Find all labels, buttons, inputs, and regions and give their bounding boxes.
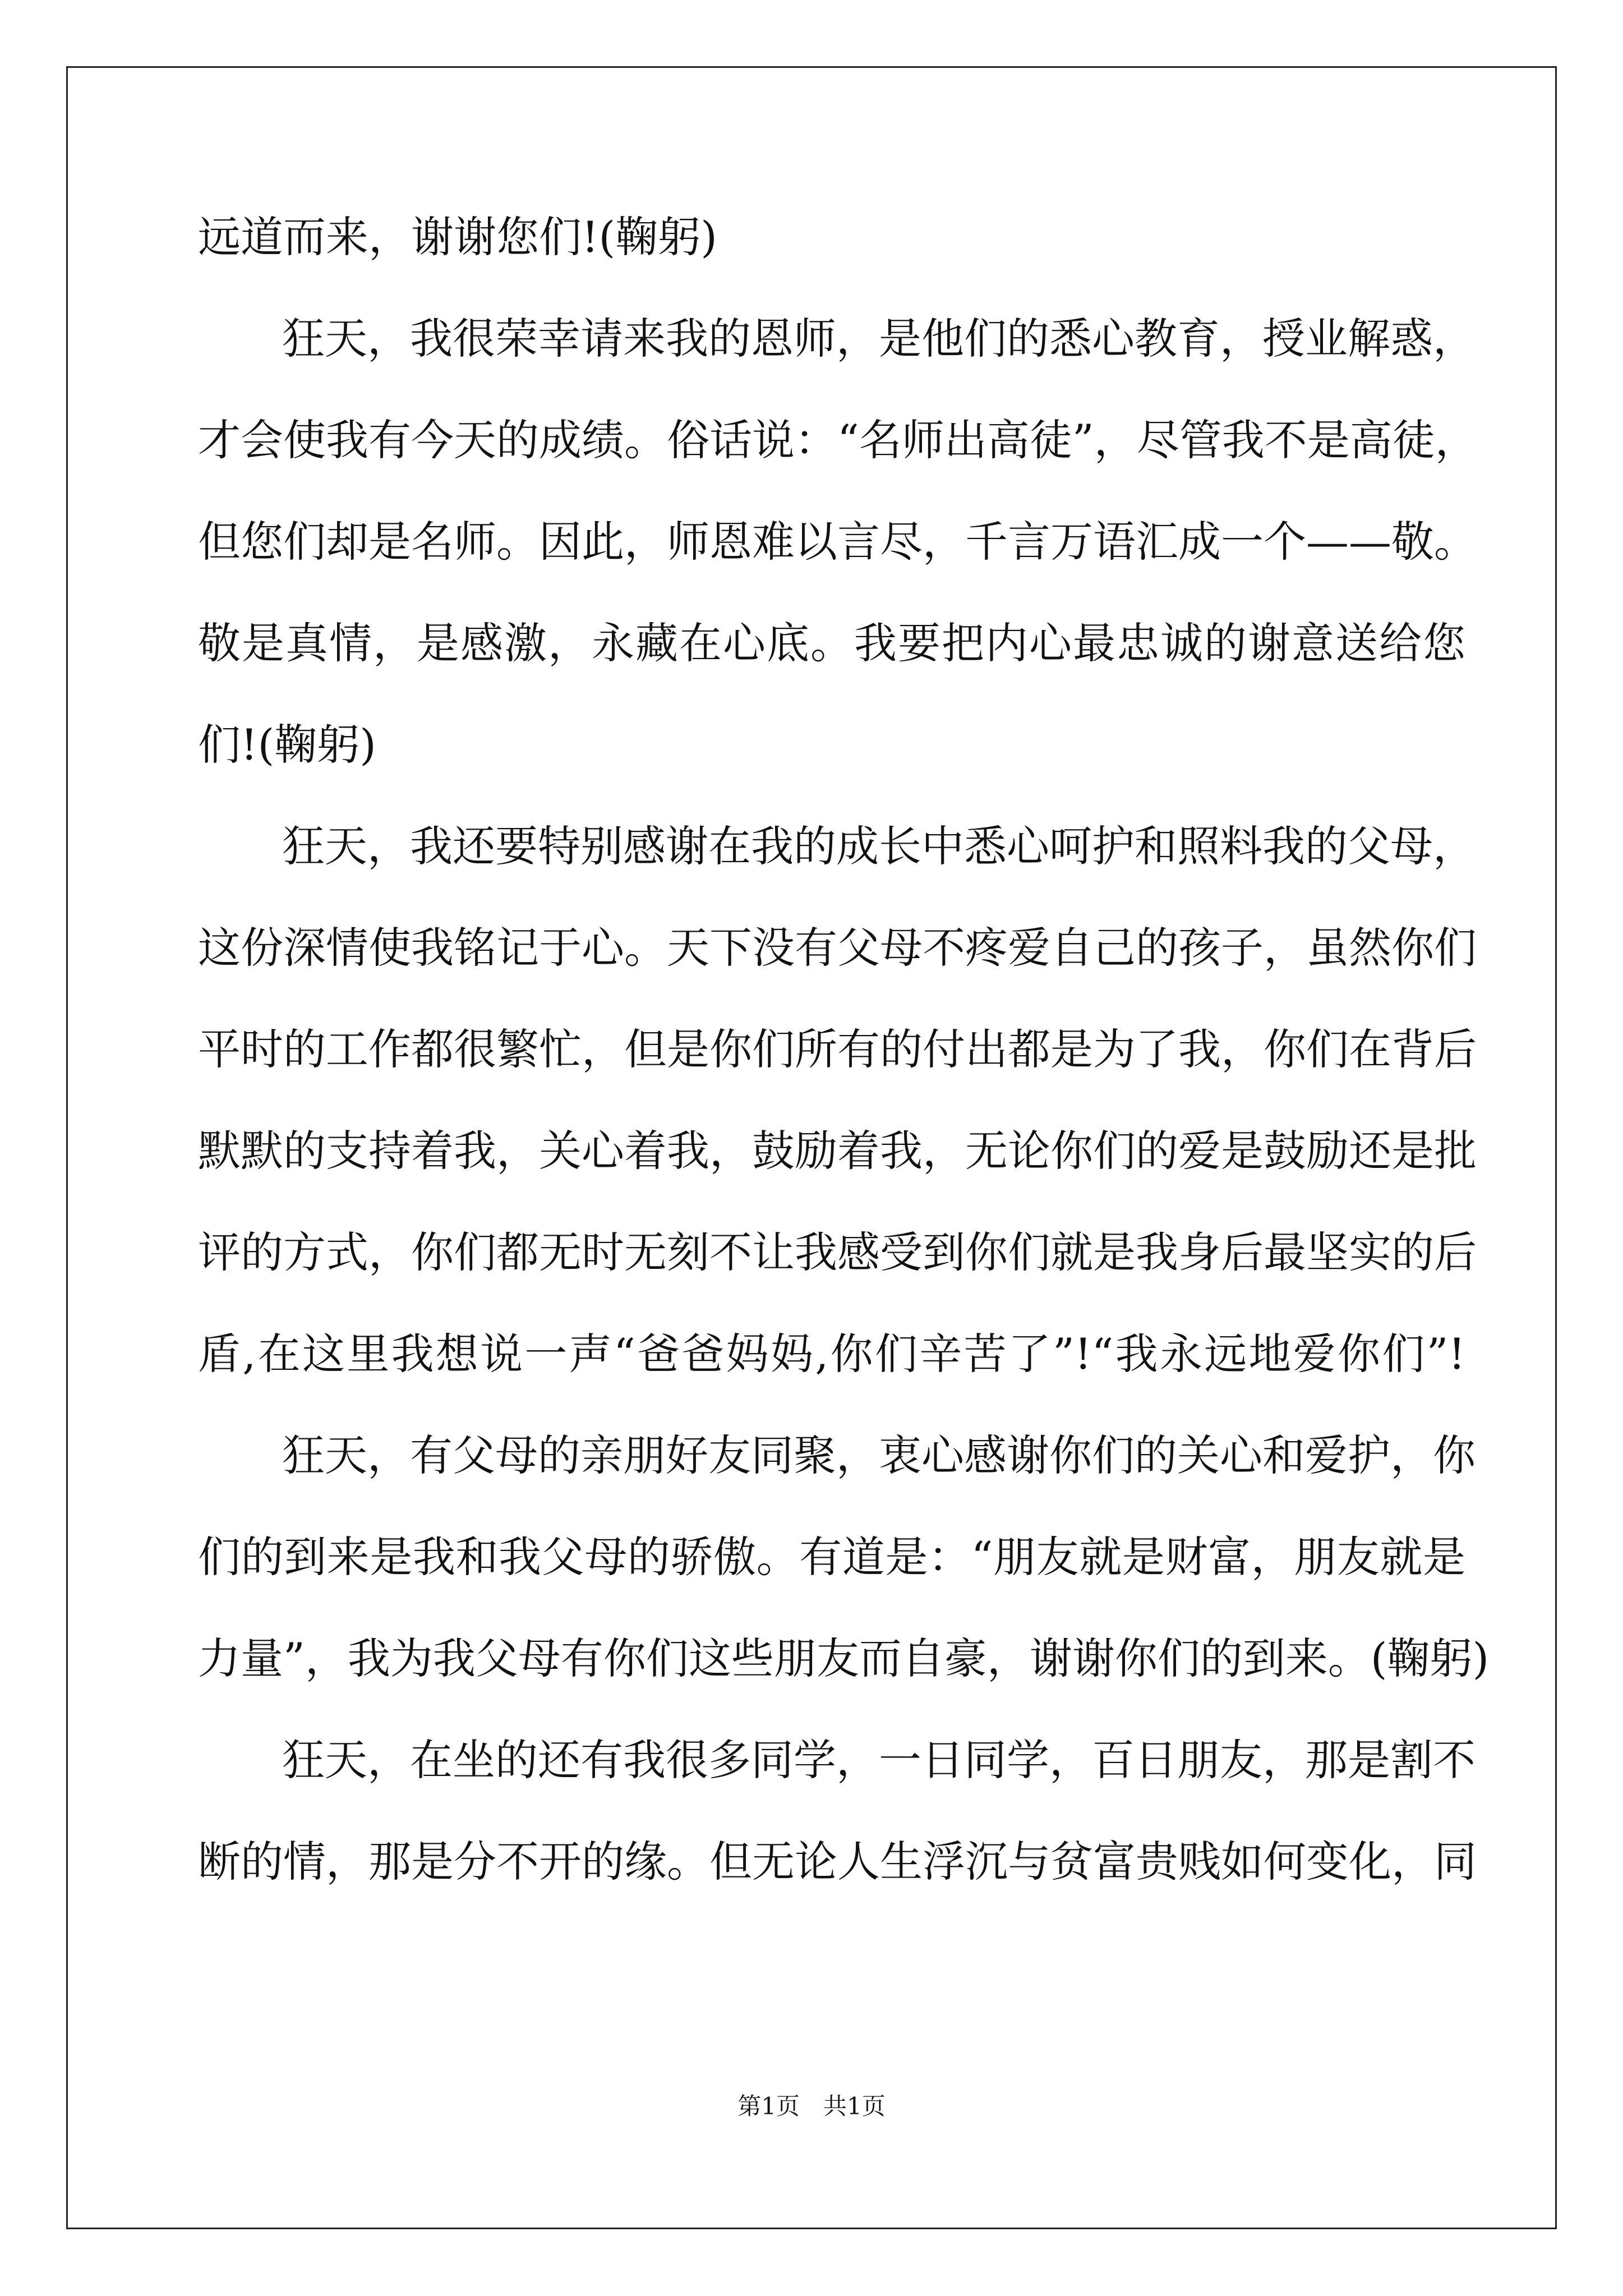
page-number: 第1页 共1页	[737, 2092, 886, 2120]
text-line: 默默的支持着我，关心着我，鼓励着我，无论你们的爱是鼓励还是批	[198, 1126, 1477, 1176]
text-line: 狂天，在坐的还有我很多同学，一日同学，百日朋友，那是割不	[282, 1735, 1476, 1785]
text-line: 狂天，我还要特别感谢在我的成长中悉心呵护和照料我的父母，	[282, 821, 1476, 871]
text-line: 力量”，我为我父母有你们这些朋友而自豪，谢谢你们的到来。(鞠躬)	[198, 1634, 1490, 1683]
text-line: 敬是真情，是感激，永藏在心底。我要把内心最忠诚的谢意送给您	[198, 618, 1465, 668]
document-body	[198, 212, 1490, 1938]
text-line: 远道而来，谢谢您们!(鞠躬)	[198, 212, 717, 262]
text-line: 们!(鞠躬)	[198, 720, 376, 770]
text-line: 们的到来是我和我父母的骄傲。有道是：“朋友就是财富，朋友就是	[198, 1532, 1465, 1582]
text-line: 断的情，那是分不开的缘。但无论人生浮沉与贫富贵贱如何变化，同	[198, 1837, 1477, 1887]
text-line: 但您们却是名师。因此，师恩难以言尽，千言万语汇成一个——敬。	[198, 517, 1477, 567]
text-line: 盾,在这里我想说一声“爸爸妈妈,你们辛苦了”!“我永远地爱你们”!	[198, 1329, 1465, 1379]
text-line: 狂天，有父母的亲朋好友同聚，衷心感谢你们的关心和爱护，你	[282, 1430, 1476, 1480]
text-line: 这份深情使我铭记于心。天下没有父母不疼爱自己的孩子，虽然你们	[198, 923, 1477, 973]
text-line: 才会使我有今天的成绩。俗话说：“名师出高徒”，尽管我不是高徒，	[198, 415, 1478, 465]
text-line: 评的方式，你们都无时无刻不让我感受到你们就是我身后最坚实的后	[198, 1227, 1477, 1277]
text-line: 平时的工作都很繁忙，但是你们所有的付出都是为了我，你们在背后	[198, 1024, 1477, 1074]
text-line: 狂天，我很荣幸请来我的恩师，是他们的悉心教育，授业解惑，	[282, 314, 1476, 364]
